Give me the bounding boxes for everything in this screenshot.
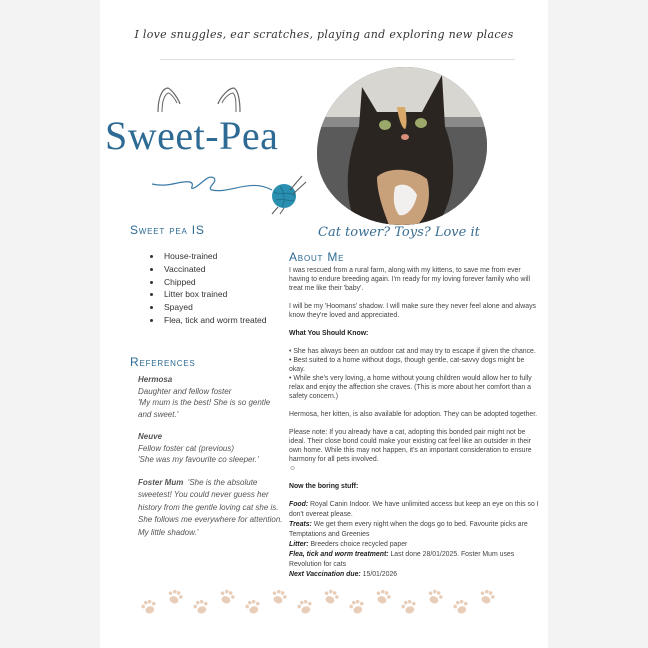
paw-print-icon — [319, 585, 342, 608]
paw-print-icon — [215, 585, 238, 608]
reference-item — [138, 477, 283, 540]
yarn-ball-icon — [150, 170, 310, 215]
reference-quote: 'She was my favourite co sleeper.' — [138, 455, 259, 464]
paw-print-icon — [371, 585, 394, 608]
detail-label: Food: — [289, 501, 309, 508]
reference-item — [138, 431, 283, 466]
what-you-should-know-heading: What You Should Know: — [289, 330, 369, 337]
reference-quote: 'She is the absolute sweetest! You could never guess her history from the gentle loving cat she is. She follows me everywhere for attention. My little shadow.' — [138, 477, 283, 537]
reference-item — [138, 374, 283, 420]
adoption-profile-page — [100, 0, 548, 648]
list-item: • Spayed — [162, 301, 272, 314]
paw-print-icon — [190, 596, 212, 618]
paw-print-icon — [475, 585, 498, 608]
reference-quote: 'My mum is the best! She is so gentle and sweet.' — [138, 398, 271, 419]
reference-name: Foster Mum — [138, 477, 184, 487]
boring-stuff-heading: Now the boring stuff: — [289, 483, 359, 490]
detail-value: We get them every night when the dogs go to bed. Favourite picks are Temptations and Greenies — [289, 521, 528, 538]
pet-name-title: Sweet-Pea — [105, 113, 279, 158]
about-paragraph: I was rescued from a rural farm, along with my kittens, to save me from ever having to endure breeding again. I'm ready for my loving forever family who will treat me like their 'baby'. — [289, 267, 531, 292]
paw-print-icon — [450, 596, 472, 618]
list-item: • House-trained — [162, 250, 272, 263]
list-item: • Chipped — [162, 276, 272, 289]
paw-print-icon — [138, 596, 160, 618]
detail-value: Last done 28/01/2025. Foster Mum uses Revolution for cats — [289, 551, 515, 568]
bullet-item: • Best suited to a home without dogs, though gentle, cat-savvy dogs might be okay. — [289, 357, 525, 373]
sweet-pea-is-heading: Sweet pea IS — [130, 223, 205, 237]
detail-label: Treats: — [289, 521, 312, 528]
paw-print-icon — [398, 596, 420, 618]
traits-list — [148, 250, 272, 327]
about-paragraph: I will be my 'Hoomans' shadow. I will make sure they never feel alone and always know they're loved and appreciated. — [289, 303, 536, 319]
about-me-heading: About Me — [289, 250, 345, 264]
detail-value: Breeders choice recycled paper — [308, 541, 408, 548]
detail-treats — [289, 520, 539, 540]
tagline: I love snuggles, ear scratches, playing and exploring new places — [134, 28, 514, 41]
paw-print-icon — [163, 585, 186, 608]
paw-print-icon — [294, 596, 316, 618]
detail-food — [289, 500, 539, 520]
references-heading: References — [130, 355, 196, 369]
about-paragraph: Hermosa, her kitten, is also available for adoption. They can be adopted together. — [289, 411, 538, 418]
smile-icon: ☺ — [289, 465, 297, 472]
tortoiseshell-cat-image — [317, 67, 487, 225]
paw-prints-decoration — [140, 588, 500, 618]
list-item: • Litter box trained — [162, 288, 272, 301]
bullet-item: • She has always been an outdoor cat and may try to escape if given the chance. — [289, 348, 536, 355]
cat-photo — [317, 67, 487, 225]
detail-flea-treatment — [289, 550, 539, 570]
details-list — [289, 500, 539, 580]
list-item: • Flea, tick and worm treated — [162, 314, 272, 327]
detail-label: Next Vaccination due: — [289, 571, 361, 578]
detail-next-vaccination — [289, 570, 539, 580]
paw-print-icon — [242, 596, 264, 618]
paw-print-icon — [346, 596, 368, 618]
cat-ears-icon — [150, 84, 250, 114]
detail-label: Litter: — [289, 541, 309, 548]
references-list — [138, 374, 283, 550]
photo-caption: Cat tower? Toys? Love it — [318, 225, 480, 240]
detail-label: Flea, tick and worm treatment: — [289, 551, 389, 558]
reference-name: Hermosa — [138, 375, 173, 384]
detail-litter — [289, 540, 539, 550]
detail-value: 15/01/2026 — [360, 571, 398, 578]
reference-name: Neuve — [138, 432, 163, 441]
about-me-section — [289, 266, 539, 580]
bullet-item: • While she's very loving, a home without young children would allow her to fully relax and enjoy the affection she craves. (This is more about her comfort than a safety concern.) — [289, 375, 532, 400]
reference-relation: Daughter and fellow foster — [138, 386, 232, 396]
about-paragraph: Please note: If you already have a cat, adopting this bonded pair might not be ideal. Their close bond could make your existing cat feel like an outsider in their own home. While this may not happen, it's an important consideration to ensure harmony for all pets involved. — [289, 429, 532, 463]
detail-value: Royal Canin Indoor. We have unlimited access but keep an eye on this so I don't overeat please. — [289, 501, 539, 518]
list-item: • Vaccinated — [162, 263, 272, 276]
paw-print-icon — [423, 585, 446, 608]
paw-print-icon — [267, 585, 290, 608]
divider — [160, 59, 515, 60]
reference-relation: Fellow foster cat (previous) — [138, 443, 235, 453]
